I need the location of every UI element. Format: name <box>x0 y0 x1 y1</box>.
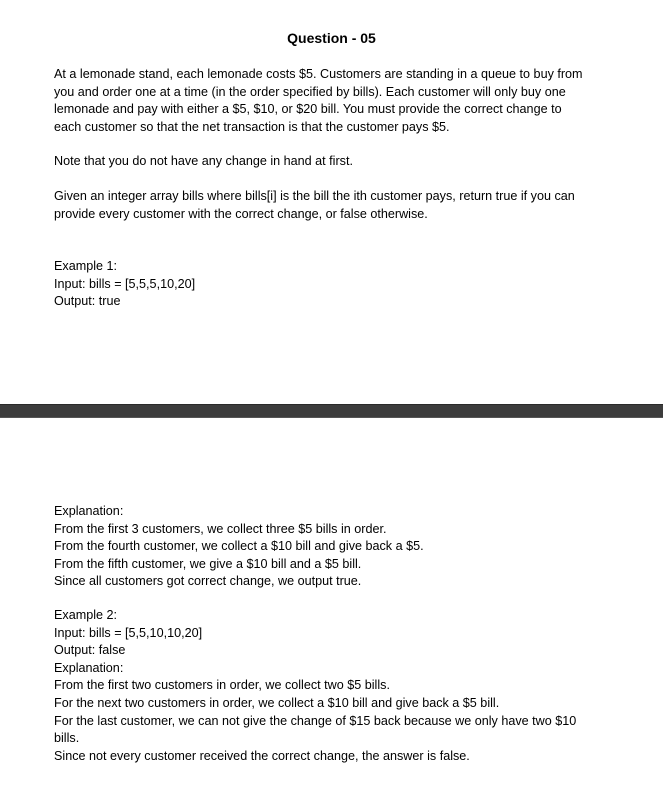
explanation-line: From the first two customers in order, we collect two $5 bills. <box>54 678 390 693</box>
statement-line: lemonade and pay with either a $5, $10, or $20 bill. You must provide the correct change to <box>54 102 562 117</box>
example-1-input: Input: bills = [5,5,5,10,20] <box>54 276 196 291</box>
task-line: Given an integer array bills where bills[i] is the bill the ith customer pays, return true if you can <box>54 189 575 203</box>
explanation-line: For the next two customers in order, we collect a $10 bill and give back a $5 bill. <box>54 695 500 710</box>
explanation-line: From the fifth customer, we give a $10 bill and a $5 bill. <box>54 556 362 571</box>
example-2-input: Input: bills = [5,5,10,10,20] <box>54 625 203 640</box>
example-1-output: Output: true <box>54 294 121 309</box>
statement-line: each customer so that the net transaction is that the customer pays $5. <box>54 119 450 134</box>
example-1-heading: Example 1: <box>54 259 117 273</box>
question-title: Question - 05 <box>287 30 376 46</box>
note-paragraph <box>54 153 614 171</box>
document-page-2 <box>0 418 663 795</box>
statement-line: At a lemonade stand, each lemonade costs $5. Customers are standing in a queue to buy from <box>54 67 583 81</box>
explanation-heading: Explanation: <box>54 660 124 675</box>
explanation-line: bills. <box>54 731 80 746</box>
explanation-line: From the first 3 customers, we collect three $5 bills in order. <box>54 521 387 536</box>
example-1-block <box>54 258 614 311</box>
example-1-explanation <box>54 503 614 591</box>
explanation-line: For the last customer, we can not give the change of $15 back because we only have two $10 <box>54 713 577 728</box>
task-line: provide every customer with the correct change, or false otherwise. <box>54 206 428 221</box>
task-paragraph <box>54 188 614 223</box>
explanation-line: Since all customers got correct change, we output true. <box>54 574 362 589</box>
explanation-heading: Explanation: <box>54 504 124 518</box>
example-2-output: Output: false <box>54 643 126 658</box>
statement-line: you and order one at a time (in the order specified by bills). Each customer will only buy one <box>54 84 566 99</box>
note-line: Note that you do not have any change in hand at first. <box>54 154 353 168</box>
example-2-heading: Example 2: <box>54 608 117 622</box>
example-2-block <box>54 607 614 765</box>
page-break-divider <box>0 404 663 418</box>
explanation-line: From the fourth customer, we collect a $10 bill and give back a $5. <box>54 539 424 554</box>
problem-statement <box>54 66 614 136</box>
explanation-line: Since not every customer received the correct change, the answer is false. <box>54 748 470 763</box>
